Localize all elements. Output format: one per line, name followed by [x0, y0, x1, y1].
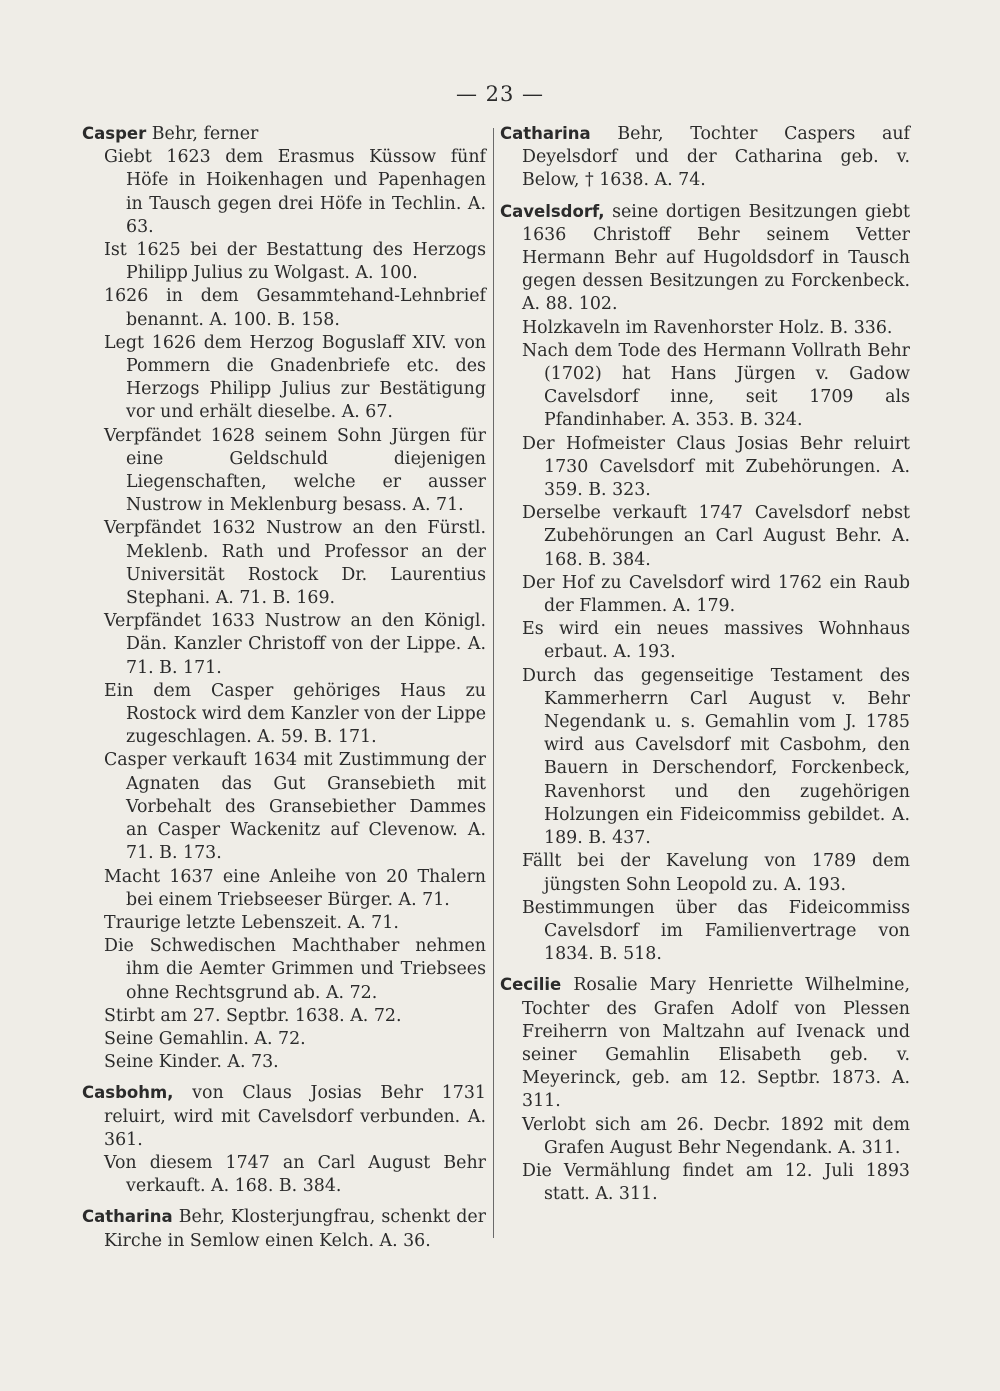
entry-subitem: Seine Gemahlin. A. 72.	[104, 1028, 306, 1049]
entry-headword: Casbohm,	[82, 1083, 174, 1103]
entry-subitem: Von diesem 1747 an Carl August Behr verkauft. A. 168. B. 384.	[104, 1152, 486, 1197]
entry-subitem: Bestimmungen über das Fideicommiss Cavelsdorf im Familienvertrage von 1834. B. 518.	[522, 897, 910, 965]
register-entry	[82, 1081, 486, 1198]
entry-subitem: Die Vermählung findet am 12. Juli 1893 statt. A. 311.	[522, 1160, 910, 1205]
entry-subitem: Casper verkauft 1634 mit Zustimmung der Agnaten das Gut Gransebieth mit Vorbehalt des Gransebiether Dammes an Casper Wackenitz auf Clevenow. A. 71. B. 173.	[104, 750, 486, 864]
entry-head	[500, 200, 910, 317]
entry-subitem: Verpfändet 1628 seinem Sohn Jürgen für eine Geldschuld diejenigen Liegenschaften, welche er ausser Nustrow in Meklenburg besass. A. 71.	[104, 425, 486, 516]
column-divider	[493, 128, 494, 1238]
entry-subitem: Es wird ein neues massives Wohnhaus erbaut. A. 193.	[522, 619, 910, 663]
entry-head	[500, 973, 910, 1113]
entry-headword: Cecilie	[500, 975, 562, 995]
entry-subitem: Die Schwedischen Machthaber nehmen ihm die Aemter Grimmen und Triebsees ohne Rechtsgrund ab. A. 72.	[104, 936, 486, 1003]
entry-subitem: Traurige letzte Lebenszeit. A. 71.	[104, 912, 399, 933]
entry-subitem: Durch das gegenseitige Testament des Kammerherrn Carl August v. Behr Negendank u. s. Gemahlin vom J. 1785 wird aus Cavelsdorf mit Casbohm, den Bauern in Derschendorf, Forckenbeck, Ravenhorst und den zugehörigen Holzungen ein Fideicommiss gebildet. A. 189. B. 437.	[522, 665, 910, 849]
page-number: — 23 —	[455, 82, 545, 106]
entry-subitem: Holzkaveln im Ravenhorster Holz. B. 336.	[522, 317, 893, 338]
register-entry	[500, 122, 910, 193]
entry-head	[82, 1081, 486, 1152]
entry-subitem: Seine Kinder. A. 73.	[104, 1052, 279, 1073]
entry-subitem: Fällt bei der Kavelung von 1789 dem jüngsten Sohn Leopold zu. A. 193.	[522, 851, 910, 895]
left-column	[82, 122, 486, 1260]
entry-headword: Casper	[82, 124, 147, 143]
entry-subitem: Der Hof zu Cavelsdorf wird 1762 ein Raub der Flammen. A. 179.	[522, 572, 910, 617]
entry-headword: Catharina	[500, 124, 591, 143]
entry-head-text: Rosalie Mary Henriette Wilhelmine, Tochter des Grafen Adolf von Plessen Freiherrn von Maltzahn auf Ivenack und seiner Gemahlin Elisabeth geb. v. Meyerinck, geb. am 12. Septbr. 1873. A. 311.	[522, 975, 910, 1112]
entry-subitem: Der Hofmeister Claus Josias Behr reluirt 1730 Cavelsdorf mit Zubehörungen. A. 359. B. 323.	[522, 433, 910, 501]
register-entry	[82, 1205, 486, 1252]
entry-subitem: Derselbe verkauft 1747 Cavelsdorf nebst Zubehörungen an Carl August Behr. A. 168. B. 384.	[522, 503, 910, 570]
entry-subitem: Verlobt sich am 26. Decbr. 1892 mit dem Grafen August Behr Negendank. A. 311.	[522, 1114, 910, 1158]
entry-subitem: Verpfändet 1632 Nustrow an den Fürstl. Meklenb. Rath und Professor an der Universität Rostock Dr. Laurentius Stephani. A. 71. B. 169.	[104, 518, 486, 609]
entry-subitem: Stirbt am 27. Septbr. 1638. A. 72.	[104, 1005, 402, 1026]
register-entry	[500, 973, 910, 1206]
entry-headword: Catharina	[82, 1207, 173, 1227]
right-column	[500, 122, 910, 1213]
entry-subitem: Giebt 1623 dem Erasmus Küssow fünf Höfe in Hoikenhagen und Papenhagen in Tausch gegen drei Höfe in Techlin. A. 63.	[104, 147, 486, 237]
entry-subitem: Nach dem Tode des Hermann Vollrath Behr (1702) hat Hans Jürgen v. Gadow Cavelsdorf inne, seit 1709 als Pfandinhaber. A. 353. B. 324.	[522, 340, 910, 431]
entry-head	[82, 122, 486, 146]
entry-subitem: Macht 1637 eine Anleihe von 20 Thalern bei einem Triebseeser Bürger. A. 71.	[104, 866, 486, 910]
entry-head	[500, 122, 910, 193]
entry-subitem: Verpfändet 1633 Nustrow an den Königl. Dän. Kanzler Christoff von der Lippe. A. 71. B. 171.	[104, 611, 486, 678]
entry-headword: Cavelsdorf,	[500, 201, 605, 221]
entry-head-text: seine dortigen Besitzungen giebt 1636 Christoff Behr seinem Vetter Hermann Behr auf Hugoldsdorf in Tausch gegen dessen Besitzungen zu Forckenbeck. A. 88. 102.	[522, 201, 910, 315]
entry-subitem: 1626 in dem Gesammtehand-Lehnbrief benannt. A. 100. B. 158.	[104, 286, 486, 330]
entry-subitem: Ist 1625 bei der Bestattung des Herzogs Philipp Julius zu Wolgast. A. 100.	[104, 240, 486, 284]
entry-subitem: Ein dem Casper gehöriges Haus zu Rostock wird dem Kanzler von der Lippe zugeschlagen. A. 59. B. 171.	[104, 680, 486, 748]
entry-head-text: Behr, ferner	[151, 124, 259, 144]
register-entry	[82, 122, 486, 1074]
entry-head-text: Behr, Klosterjungfrau, schenkt der Kirche in Semlow einen Kelch. A. 36.	[104, 1207, 486, 1251]
entry-subitem: Legt 1626 dem Herzog Boguslaff XIV. von Pommern die Gnadenbriefe etc. des Herzogs Philipp Julius zur Bestätigung vor und erhält dieselbe. A. 67.	[104, 332, 486, 423]
register-entry	[500, 200, 910, 967]
entry-head-text: Behr, Tochter Caspers auf Deyelsdorf und der Catharina geb. v. Below, † 1638. A. 74.	[522, 124, 910, 191]
entry-head	[82, 1205, 486, 1252]
entry-head-text: von Claus Josias Behr 1731 reluirt, wird mit Cavelsdorf verbunden. A. 361.	[104, 1083, 486, 1150]
